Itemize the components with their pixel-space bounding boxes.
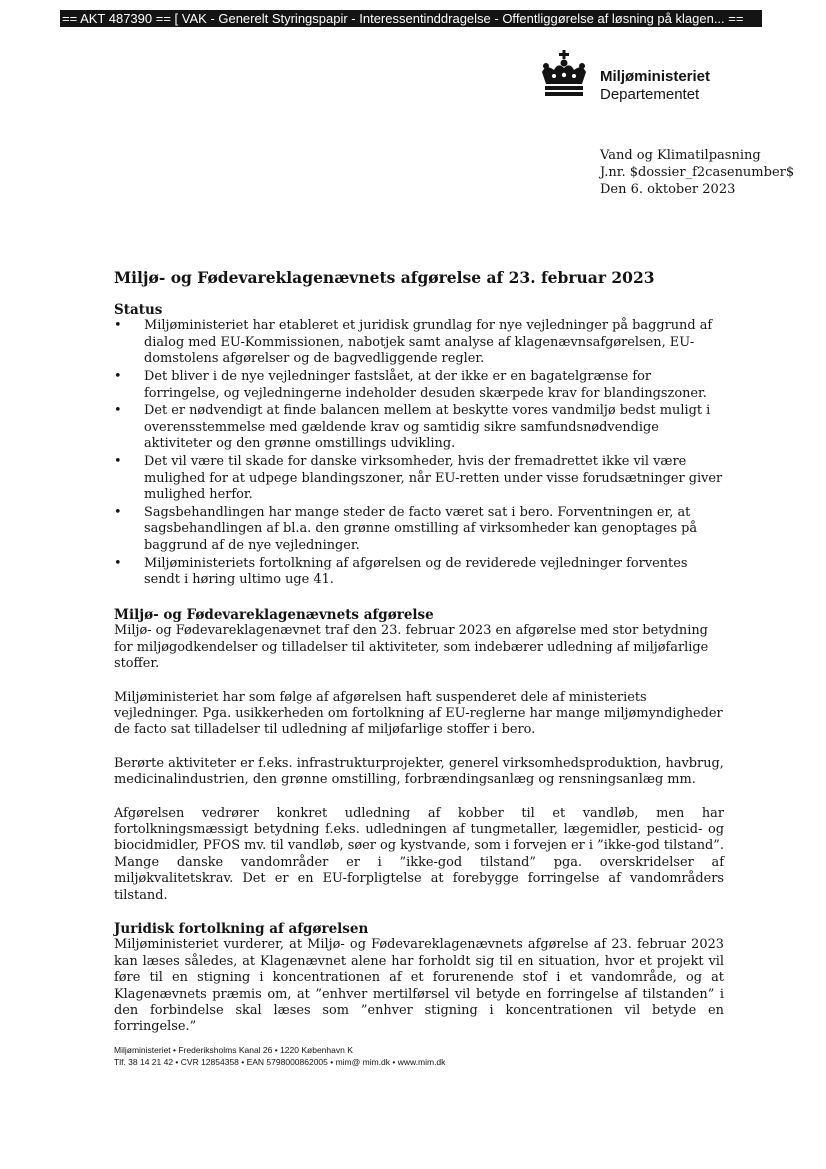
status-bullet: • Det bliver i de nye vejledninger fastslået, at der ikke er en bagatelgrænse for forringelse, og vejledningerne indeholder desuden skærpede krav for blandingszoner. [114, 369, 724, 402]
section-heading-decision: Miljø- og Fødevareklagenævnets afgørelse [114, 606, 434, 623]
legal-paragraph: Miljøministeriet vurderer, at Miljø- og Fødevareklagenævnets afgørelse af 23. februar 2023 kan læses således, at Klagenævnet alene har forholdt sig til en situation, hvor et projekt vil føre til en stigning i koncentrationen af et forurenende stof i et vandområde, og at Klagenævnets præmis om, at ”enhver mertilførsel vil betyde en forringelse af tilstanden” i den forbindelse skal læses som ”enhver stigning i koncentrationen vil betyde en forringelse.” [114, 937, 724, 1035]
crown-icon [536, 50, 592, 102]
ministry-logo [536, 50, 736, 106]
document-date: Den 6. oktober 2023 [600, 182, 736, 197]
status-bullet: • Miljøministeriets fortolkning af afgørelsen og de reviderede vejledninger forventes sendt i høring ultimo uge 41. [114, 556, 724, 589]
section-heading-legal: Juridisk fortolkning af afgørelsen [114, 921, 369, 937]
footer-contact: Tlf. 38 14 21 42 • CVR 12854358 • EAN 5798000862005 • mim@ mim.dk • www.mim.dk [114, 1057, 446, 1067]
decision-paragraph: Miljøministeriet har som følge af afgørelsen haft suspenderet dele af ministeriets vejledninger. Pga. usikkerheden om fortolkning af EU-reglerne har mange miljømyndigheder de facto sat tilladelser til udledning af miljøfarlige stoffer i bero. [114, 689, 723, 738]
status-bullet: • Det vil være til skade for danske virksomheder, hvis der fremadrettet ikke vil være mulighed for at udpege blandingszoner, når EU-retten under visse forudsætninger giver mulighed herfor. [114, 454, 724, 503]
document-meta [600, 147, 794, 198]
decision-paragraph: Afgørelsen vedrører konkret udledning af kobber til et vandløb, men har fortolkningsmæssigt betydning f.eks. udledningen af tungmetaller, lægemidler, pesticid- og biocidmidler, PFOS mv. til vandløb, søer og kystvande, som i forvejen er i ”ikke-god tilstand”. Mange danske vandområder er i ”ikke-god tilstand” pga. overskridelser af miljøkvalitetskrav. Det er en EU-forpligtelse at forebygge forringelse af vandområders tilstand. [114, 805, 724, 903]
department-name: Departementet [600, 86, 700, 103]
document-body [114, 302, 724, 1036]
decision-paragraph: Miljø- og Fødevareklagenævnet traf den 23. februar 2023 en afgørelse med stor betydning for miljøgodkendelser og tilladelser til aktiviteter, som indebærer udledning af miljøfarlige stoffer. [114, 623, 709, 672]
office-name: Vand og Klimatilpasning [600, 148, 761, 163]
document-title: Miljø- og Fødevareklagenævnets afgørelse af 23. februar 2023 [114, 268, 655, 287]
status-bullet: • Sagsbehandlingen har mange steder de facto været sat i bero. Forventningen er, at sagsbehandlingen af bl.a. den grønne omstilling af virksomheder kan genoptages på baggrund af de nye vejledninger. [114, 505, 724, 554]
case-number: J.nr. $dossier_f2casenumber$ [600, 165, 795, 180]
page-footer [114, 1044, 445, 1068]
status-list [114, 318, 724, 588]
document-banner: == AKT 487390 == [ VAK - Generelt Styringspapir - Interessentinddragelse - Offentliggørelse af løsning på klagen... == [60, 10, 762, 27]
organization-name [600, 68, 710, 104]
footer-address: Miljøministeriet • Frederiksholms Kanal 26 • 1220 København K [114, 1045, 353, 1055]
status-bullet: • Det er nødvendigt at finde balancen mellem at beskytte vores vandmiljø bedst muligt i overensstemmelse med gældende krav og samtidig sikre samfundsnødvendige aktiviteter og den grønne omstillings udvikling. [114, 403, 724, 452]
status-bullet: • Miljøministeriet har etableret et juridisk grundlag for nye vejledninger på baggrund af dialog med EU-Kommissionen, nabotjek samt analyse af klagenævnsafgørelsen, EU-domstolens afgørelser og de bagvedliggende regler. [114, 318, 724, 367]
ministry-name: Miljøministeriet [600, 68, 711, 85]
section-heading-status: Status [114, 302, 163, 318]
decision-paragraph: Berørte aktiviteter er f.eks. infrastrukturprojekter, generel virksomhedsproduktion, havbrug, medicinalindustrien, den grønne omstilling, forbrændingsanlæg og rensningsanlæg mm. [114, 755, 724, 788]
